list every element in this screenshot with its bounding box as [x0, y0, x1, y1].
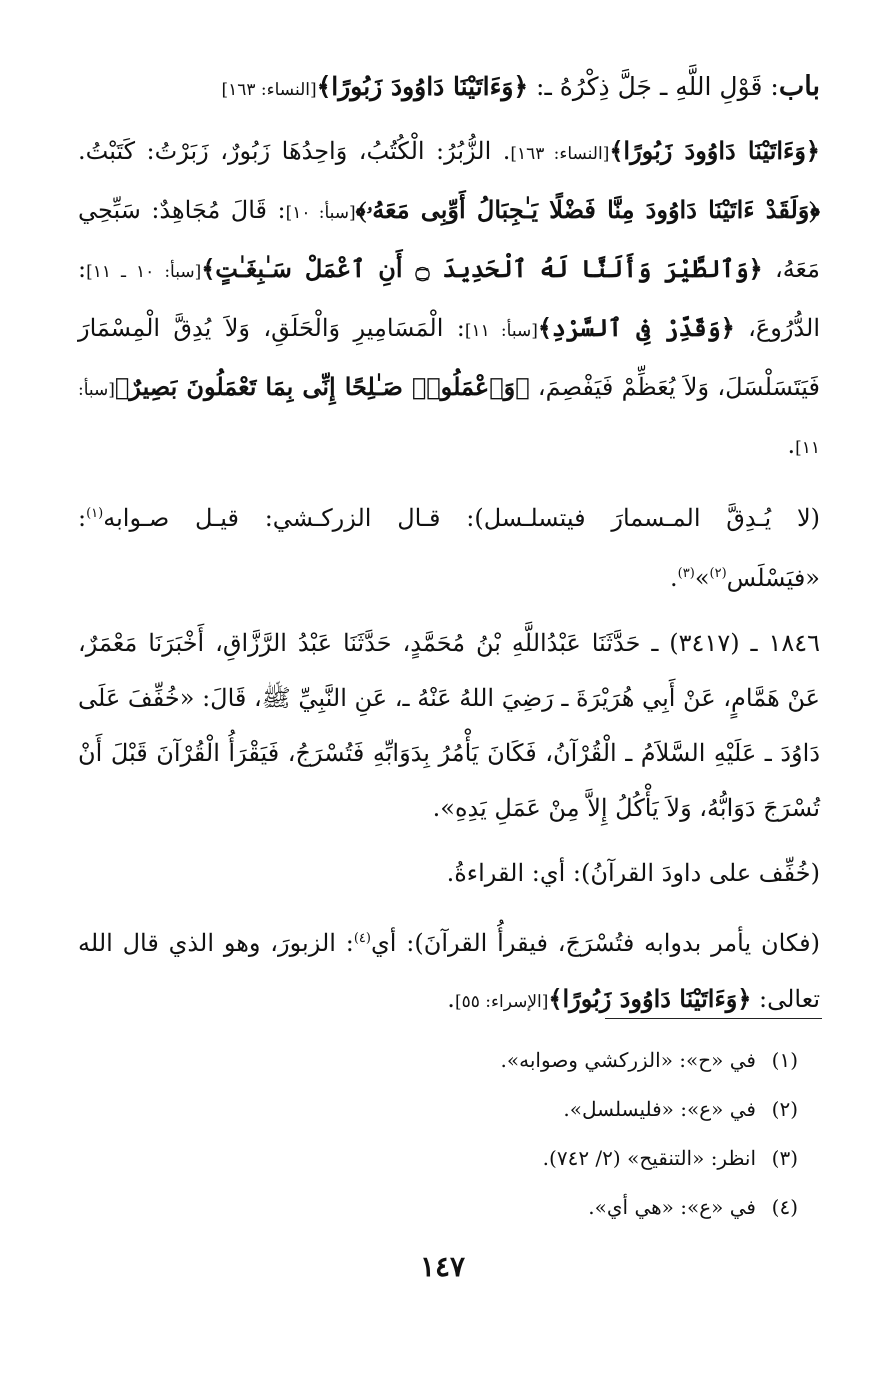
- commentary-text: . الزُّبُرُ: الْكُتُبُ، وَاحِدُهَا زَبُورٌ، زَبَرْتُ: كَتَبْتُ.: [78, 137, 511, 165]
- chapter-word: باب: [778, 71, 820, 102]
- commentary-paragraph-2: [78, 486, 820, 606]
- verse-reference: [الإسراء: ٥٥]: [454, 992, 549, 1012]
- quran-verse: ﴿وَءَاتَيْنَا دَاوُودَ زَبُورًا﴾: [316, 72, 529, 101]
- footnote-number: (١): [771, 1048, 798, 1072]
- footnote-number: (٤): [771, 1195, 798, 1219]
- page-body: [78, 62, 820, 1040]
- commentary-paragraph-1: [78, 123, 820, 476]
- footnote-text: في «ع»: «هي أي».: [588, 1195, 756, 1219]
- chapter-heading: [78, 62, 820, 115]
- verse-reference: [النساء: ١٦٣]: [510, 144, 610, 164]
- hadith-paragraph: ١٨٤٦ ـ (٣٤١٧) ـ حَدَّثَنَا عَبْدُاللَّهِ بْنُ مُحَمَّدٍ، حَدَّثَنَا عَبْدُ الرَّزَّاقِ، أَخْبَرَنَا مَعْمَرٌ، عَنْ هَمَّامٍ، عَنْ أَبِي هُرَيْرَةَ ـ رَضِيَ اللهُ عَنْهُ ـ، عَنِ النَّبِيِّ ﷺ، قَالَ: «خُفِّفَ عَلَى دَاوُدَ ـ عَلَيْهِ السَّلاَمُ ـ الْقُرْآنُ، فَكَانَ يَأْمُرُ بِدَوَابِّهِ فَتُسْرَجُ، فَيَقْرَأُ الْقُرْآنَ قَبْلَ أَنْ تُسْرَجَ دَوَابُّهُ، وَلاَ يَأْكُلُ إِلاَّ مِنْ عَمَلِ يَدِهِ».: [78, 629, 821, 822]
- commentary-text: »: [694, 564, 710, 592]
- footnote-marker[interactable]: (٢): [709, 566, 727, 581]
- commentary-text: .: [447, 985, 455, 1013]
- footnote-separator: [605, 1018, 822, 1019]
- commentary-text: : الزبورَ، وهو الذي قال الله تعالى:: [78, 929, 820, 1013]
- commentary-text: : قَالَ مُجَاهِدٌ: سَبِّحِي مَعَهُ،: [78, 196, 820, 283]
- commentary-text: (فكان يأمر بدوابه فتُسْرَجَ، فيقرأُ القرآنَ): أي: [370, 929, 820, 957]
- commentary-text: (لا يُـدِقَّ المـسمارَ فيتسلـسل): قـال الزركـشي: قيـل صـوابه: [103, 504, 820, 532]
- page-number: ١٤٧: [419, 1250, 466, 1283]
- quran-verse: ﴿وَٱعْمَلُوا۟ صَـٰلِحًا إِنِّى بِمَا تَعْمَلُونَ بَصِيرٌ﴾: [114, 372, 530, 401]
- footnote-item: [78, 1183, 798, 1232]
- footnote-text: انظر: «التنقيح» (٢/ ٧٤٢).: [542, 1146, 756, 1170]
- quran-verse: ﴿وَقَدِّرْ فِى ٱلسَّرْدِ﴾: [537, 313, 735, 342]
- footnote-marker[interactable]: (٤): [353, 931, 371, 946]
- footnote-number: (٢): [771, 1097, 798, 1121]
- footnotes-list: [78, 1036, 798, 1232]
- verse-reference: [النساء: ١٦٣]: [221, 80, 317, 100]
- footnote-marker[interactable]: (١): [86, 506, 104, 521]
- commentary-text: : الدُّرُوعَ،: [78, 255, 820, 342]
- footnote-number: (٣): [771, 1146, 798, 1170]
- footnote-marker[interactable]: (٣): [677, 566, 695, 581]
- commentary-paragraph-3: (خُفِّف على داودَ القرآنُ): أي: القراءةُ.: [446, 859, 820, 887]
- commentary-text: : «فيَسْلَس: [78, 504, 820, 592]
- commentary-text: .: [670, 564, 678, 592]
- footnote-item: [78, 1134, 798, 1183]
- quran-verse: ﴿وَٱلطَّيْرَ وَأَلَنَّا لَهُ ٱلْحَدِيدَ ۝ أَنِ ٱعْمَلْ سَـٰبِغَـٰتٍ﴾: [201, 254, 763, 283]
- chapter-title: : قَوْلِ اللَّهِ ـ جَلَّ ذِكْرُهُ ـ:: [528, 72, 779, 101]
- footnote-text: في «ع»: «فليسلسل».: [563, 1097, 756, 1121]
- verse-reference: [سبأ: ١١]: [464, 321, 538, 341]
- verse-reference: [سبأ: ١١]: [78, 380, 820, 458]
- footnote-item: [78, 1036, 798, 1085]
- verse-reference: [سبأ: ١٠ ـ ١١]: [86, 262, 202, 282]
- quran-verse: ﴿وَءَاتَيْنَا دَاوُودَ زَبُورًا﴾: [548, 984, 752, 1013]
- commentary-text: : الْمَسَامِيرِ وَالْحَلَقِ، وَلاَ يُدِقَّ الْمِسْمَارَ فَيَتَسَلْسَلَ، وَلاَ يُعَظِّمْ فَيَفْصِمَ،: [78, 314, 820, 401]
- verse-reference: [سبأ: ١٠]: [285, 203, 356, 223]
- quran-verse: ﴿وَءَاتَيْنَا دَاوُودَ زَبُورًا﴾: [609, 136, 820, 165]
- footnote-item: [78, 1085, 798, 1134]
- footnote-text: في «ح»: «الزركشي وصوابه».: [500, 1048, 756, 1072]
- quran-verse: ﴿وَلَقَدْ ءَاتَيْنَا دَاوُودَ مِنَّا فَضْلًا يَـٰجِبَالُ أَوِّبِى مَعَهُۥ﴾: [355, 195, 820, 224]
- commentary-text: .: [787, 431, 796, 459]
- commentary-paragraph-4: [78, 911, 820, 1030]
